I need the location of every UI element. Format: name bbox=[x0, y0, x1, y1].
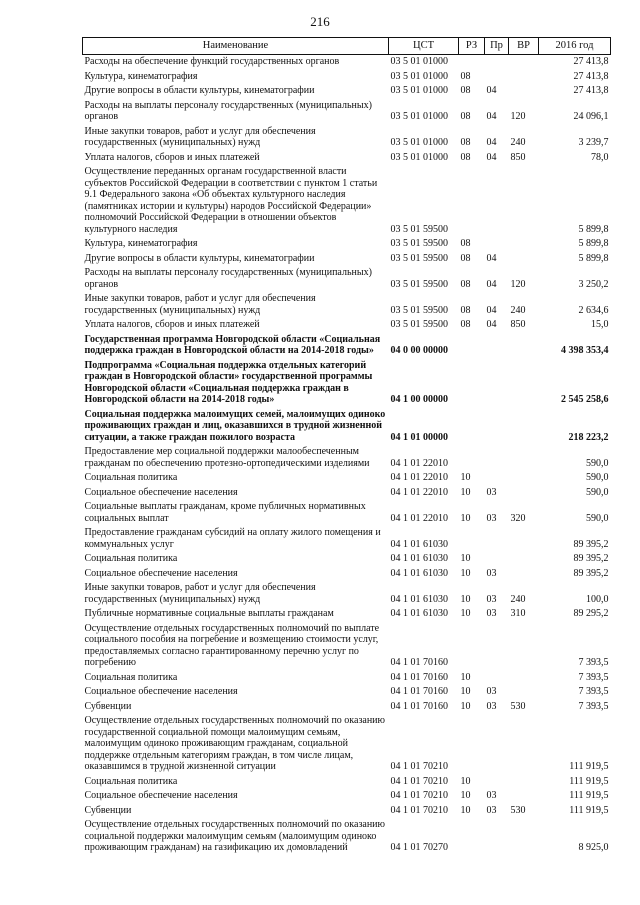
table-row bbox=[83, 622, 611, 671]
cell-sum: 27 413,8 bbox=[573, 70, 609, 82]
cell-rz bbox=[459, 55, 485, 70]
cell-cst: 04 1 01 70210 bbox=[390, 761, 448, 772]
cell-rz: 10 bbox=[460, 804, 471, 816]
table-row bbox=[83, 818, 611, 856]
cell-name: Публичные нормативные социальные выплаты гражданам bbox=[84, 608, 334, 619]
table-row bbox=[83, 84, 611, 99]
cell-rz: 10 bbox=[460, 593, 471, 605]
cell-sum: 27 413,8 bbox=[573, 85, 609, 96]
cell-cst: 04 1 00 00000 bbox=[390, 394, 448, 405]
table-row bbox=[83, 359, 611, 408]
table-row bbox=[83, 237, 611, 252]
table-row bbox=[83, 789, 611, 804]
cell-cst: 03 5 01 59500 bbox=[390, 319, 448, 330]
table-header-row bbox=[83, 38, 611, 55]
cell-vr bbox=[509, 486, 539, 501]
cell-pr: 04 bbox=[486, 111, 497, 122]
cell-name: Государственная программа Новгородской области «Социальная поддержка граждан в Новгородской области на 2014-2018 годы» bbox=[84, 333, 381, 356]
cell-pr: 04 bbox=[486, 252, 497, 264]
cell-pr bbox=[485, 526, 509, 552]
cell-pr: 03 bbox=[486, 790, 497, 801]
cell-rz: 08 bbox=[460, 319, 471, 330]
table-row bbox=[83, 70, 611, 85]
cell-name: Другие вопросы в области культуры, кинематографии bbox=[84, 85, 315, 96]
cell-vr bbox=[509, 671, 539, 686]
table-row bbox=[83, 700, 611, 715]
cell-name: Субвенции bbox=[84, 700, 132, 712]
cell-pr: 03 bbox=[486, 512, 497, 524]
header-cst: ЦСТ bbox=[389, 38, 459, 55]
cell-cst: 04 1 01 22010 bbox=[390, 486, 448, 498]
table-row bbox=[83, 408, 611, 446]
cell-rz bbox=[459, 714, 485, 775]
table-row bbox=[83, 775, 611, 790]
cell-cst: 03 5 01 59500 bbox=[390, 252, 448, 264]
cell-pr: 03 bbox=[486, 567, 497, 579]
cell-rz: 08 bbox=[460, 137, 471, 148]
cell-rz: 10 bbox=[460, 553, 471, 564]
cell-pr bbox=[485, 408, 509, 446]
cell-sum: 3 250,2 bbox=[578, 278, 609, 290]
cell-vr bbox=[509, 622, 539, 671]
cell-pr bbox=[485, 775, 509, 790]
cell-vr bbox=[509, 55, 539, 70]
table-row bbox=[83, 292, 611, 318]
cell-cst: 03 5 01 59500 bbox=[390, 304, 448, 316]
cell-name: Социальная политика bbox=[84, 671, 178, 683]
cell-vr: 530 bbox=[510, 700, 526, 712]
cell-sum: 2 634,6 bbox=[578, 304, 609, 316]
cell-vr: 120 bbox=[510, 278, 526, 290]
cell-pr bbox=[485, 333, 509, 359]
cell-rz: 08 bbox=[460, 304, 471, 316]
cell-rz: 10 bbox=[460, 486, 471, 498]
cell-cst: 04 1 01 70160 bbox=[390, 686, 448, 697]
cell-pr bbox=[485, 671, 509, 686]
cell-cst: 04 1 01 70160 bbox=[390, 671, 448, 683]
cell-pr: 03 bbox=[486, 608, 497, 619]
cell-rz: 10 bbox=[460, 472, 471, 483]
cell-pr bbox=[485, 359, 509, 408]
table-row bbox=[83, 526, 611, 552]
cell-pr: 04 bbox=[486, 278, 497, 290]
cell-sum: 5 899,8 bbox=[578, 238, 609, 249]
cell-name: Уплата налогов, сборов и иных платежей bbox=[84, 319, 260, 330]
table-row bbox=[83, 55, 611, 70]
cell-sum: 7 393,5 bbox=[578, 686, 609, 697]
cell-rz: 10 bbox=[460, 790, 471, 801]
cell-sum: 27 413,8 bbox=[573, 56, 609, 67]
cell-sum: 24 096,1 bbox=[573, 111, 609, 122]
table-row bbox=[83, 125, 611, 151]
cell-rz: 10 bbox=[460, 608, 471, 619]
table-row bbox=[83, 567, 611, 582]
cell-sum: 100,0 bbox=[586, 593, 609, 605]
cell-vr bbox=[509, 165, 539, 237]
cell-rz bbox=[459, 359, 485, 408]
cell-cst: 04 1 01 70270 bbox=[390, 842, 448, 853]
cell-name: Социальное обеспечение населения bbox=[84, 567, 238, 579]
table-row bbox=[83, 318, 611, 333]
cell-cst: 03 5 01 01000 bbox=[390, 111, 448, 122]
cell-name: Культура, кинематография bbox=[84, 70, 198, 82]
cell-name: Социальная политика bbox=[84, 775, 178, 787]
cell-sum: 218 223,2 bbox=[568, 431, 609, 443]
cell-sum: 111 919,5 bbox=[569, 804, 609, 816]
cell-pr bbox=[485, 165, 509, 237]
cell-rz: 10 bbox=[460, 700, 471, 712]
table-row bbox=[83, 500, 611, 526]
cell-cst: 04 1 01 70160 bbox=[390, 657, 448, 668]
cell-cst: 03 5 01 01000 bbox=[390, 151, 448, 163]
cell-sum: 111 919,5 bbox=[569, 775, 609, 787]
cell-vr bbox=[509, 237, 539, 252]
cell-cst: 04 1 01 22010 bbox=[390, 457, 448, 469]
cell-sum: 3 239,7 bbox=[578, 137, 609, 148]
cell-rz bbox=[459, 165, 485, 237]
cell-sum: 590,0 bbox=[586, 457, 609, 469]
cell-rz: 10 bbox=[460, 567, 471, 579]
cell-pr: 04 bbox=[486, 304, 497, 316]
cell-name: Иные закупки товаров, работ и услуг для обеспечения государственных (муниципальных) нужд bbox=[84, 293, 316, 316]
cell-vr: 240 bbox=[510, 137, 526, 148]
cell-name: Осуществление отдельных государственных полномочий по оказанию государственной социальной помощи малоимущим семьям, малоимущим одиноко проживающим гражданам, социальной поддержке отдельным категориям граждан, в том числе лицам, оказавшимся в трудной жизненной ситуации bbox=[84, 715, 386, 772]
cell-name: Расходы на обеспечение функций государственных органов bbox=[84, 56, 340, 67]
cell-sum: 7 393,5 bbox=[578, 700, 609, 712]
cell-name: Социальное обеспечение населения bbox=[84, 790, 238, 801]
cell-sum: 111 919,5 bbox=[569, 790, 609, 801]
table-row bbox=[83, 581, 611, 607]
cell-name: Социальное обеспечение населения bbox=[84, 486, 238, 498]
cell-vr: 320 bbox=[510, 512, 526, 524]
cell-cst: 04 1 01 00000 bbox=[390, 431, 448, 443]
cell-rz: 10 bbox=[460, 512, 471, 524]
cell-name: Осуществление отдельных государственных полномочий по выплате социального пособия на погребение и возмещению стоимости услуг, предоставляемых согласно гарантированному перечню услуг по погребению bbox=[84, 622, 380, 668]
page-number: 216 bbox=[310, 14, 330, 29]
cell-sum: 7 393,5 bbox=[578, 671, 609, 683]
cell-cst: 03 5 01 01000 bbox=[390, 56, 448, 67]
cell-sum: 590,0 bbox=[586, 486, 609, 498]
budget-table bbox=[82, 37, 611, 856]
cell-vr bbox=[509, 333, 539, 359]
cell-cst: 03 5 01 01000 bbox=[390, 70, 448, 82]
table-row bbox=[83, 333, 611, 359]
cell-vr bbox=[509, 685, 539, 700]
cell-pr bbox=[485, 622, 509, 671]
cell-cst: 04 1 01 70210 bbox=[390, 775, 448, 787]
cell-cst: 04 1 01 61030 bbox=[390, 567, 448, 579]
table-row bbox=[83, 165, 611, 237]
cell-vr: 850 bbox=[510, 319, 526, 330]
cell-name: Осуществление переданных органам государственной власти субъектов Российской Федерации в соответствии с пунктом 1 статьи 9.1 Федерального закона «Об объектах культурного наследия (памятниках истории и культуры) народов Российской Федерации» полномочий Российской Федерации в отношении объектов культурного наследия bbox=[84, 166, 378, 235]
cell-vr bbox=[509, 818, 539, 856]
cell-name: Социальная поддержка малоимущих семей, малоимущих одиноко проживающих граждан и лиц, оказавшихся в трудной жизненной ситуации, а также граждан пожилого возраста bbox=[84, 408, 386, 443]
cell-vr bbox=[509, 70, 539, 85]
cell-name: Расходы на выплаты персоналу государственных (муниципальных) органов bbox=[84, 267, 372, 290]
cell-rz: 08 bbox=[460, 238, 471, 249]
cell-sum: 5 899,8 bbox=[578, 252, 609, 264]
cell-vr: 240 bbox=[510, 304, 526, 316]
table-body bbox=[83, 55, 611, 856]
cell-name: Предоставление мер социальной поддержки малообеспеченным гражданам по обеспечению протезно-ортопедическими изделиями bbox=[84, 446, 370, 469]
cell-sum: 8 925,0 bbox=[578, 842, 609, 853]
cell-cst: 03 5 01 59500 bbox=[390, 278, 448, 290]
cell-sum: 89 395,2 bbox=[573, 553, 609, 564]
cell-pr: 03 bbox=[486, 804, 497, 816]
header-sum: 2016 год bbox=[539, 38, 611, 55]
cell-sum: 4 398 353,4 bbox=[561, 345, 609, 356]
table-row bbox=[83, 552, 611, 567]
cell-pr: 04 bbox=[486, 137, 497, 148]
cell-rz bbox=[459, 526, 485, 552]
cell-cst: 04 1 01 61030 bbox=[390, 538, 448, 550]
cell-rz bbox=[459, 445, 485, 471]
cell-sum: 89 395,2 bbox=[573, 567, 609, 579]
table-row bbox=[83, 99, 611, 125]
cell-rz: 10 bbox=[460, 671, 471, 683]
table-row bbox=[83, 486, 611, 501]
cell-vr: 240 bbox=[510, 593, 526, 605]
cell-sum: 111 919,5 bbox=[569, 761, 609, 772]
cell-vr: 850 bbox=[510, 151, 526, 163]
cell-pr: 03 bbox=[486, 686, 497, 697]
cell-sum: 15,0 bbox=[591, 319, 609, 330]
cell-pr: 03 bbox=[486, 593, 497, 605]
cell-vr bbox=[509, 408, 539, 446]
cell-cst: 04 1 01 61030 bbox=[390, 608, 448, 619]
cell-sum: 7 393,5 bbox=[578, 657, 609, 668]
cell-vr bbox=[509, 526, 539, 552]
cell-vr bbox=[509, 714, 539, 775]
cell-vr bbox=[509, 445, 539, 471]
cell-vr bbox=[509, 84, 539, 99]
cell-pr: 03 bbox=[486, 486, 497, 498]
cell-name: Социальная политика bbox=[84, 553, 178, 564]
cell-name: Социальная политика bbox=[84, 472, 178, 483]
header-name: Наименование bbox=[83, 38, 389, 55]
cell-pr bbox=[485, 70, 509, 85]
cell-cst: 04 1 01 22010 bbox=[390, 472, 448, 483]
cell-rz: 10 bbox=[460, 686, 471, 697]
table-row bbox=[83, 804, 611, 819]
cell-cst: 03 5 01 59500 bbox=[390, 238, 448, 249]
cell-name: Иные закупки товаров, работ и услуг для обеспечения государственных (муниципальных) нужд bbox=[84, 582, 316, 605]
cell-vr: 530 bbox=[510, 804, 526, 816]
cell-cst: 04 0 00 00000 bbox=[390, 345, 448, 356]
cell-rz: 08 bbox=[460, 85, 471, 96]
cell-rz bbox=[459, 333, 485, 359]
cell-vr bbox=[509, 552, 539, 567]
cell-vr bbox=[509, 471, 539, 486]
table-row bbox=[83, 266, 611, 292]
cell-cst: 04 1 01 70160 bbox=[390, 700, 448, 712]
cell-sum: 89 395,2 bbox=[573, 538, 609, 550]
table-row bbox=[83, 252, 611, 267]
cell-cst: 04 1 01 70210 bbox=[390, 790, 448, 801]
cell-sum: 78,0 bbox=[591, 151, 609, 163]
cell-name: Социальные выплаты гражданам, кроме публичных нормативных социальных выплат bbox=[84, 501, 366, 524]
cell-rz bbox=[459, 408, 485, 446]
table-row bbox=[83, 671, 611, 686]
table-row bbox=[83, 607, 611, 622]
cell-sum: 2 545 258,6 bbox=[561, 394, 609, 405]
table-row bbox=[83, 685, 611, 700]
cell-vr: 120 bbox=[510, 111, 526, 122]
cell-cst: 03 5 01 01000 bbox=[390, 85, 448, 96]
cell-cst: 04 1 01 22010 bbox=[390, 512, 448, 524]
cell-sum: 590,0 bbox=[586, 512, 609, 524]
cell-sum: 590,0 bbox=[586, 472, 609, 483]
cell-rz: 08 bbox=[460, 111, 471, 122]
header-pr: Пр bbox=[485, 38, 509, 55]
cell-pr bbox=[485, 445, 509, 471]
header-rz: РЗ bbox=[459, 38, 485, 55]
cell-rz: 08 bbox=[460, 151, 471, 163]
cell-rz: 08 bbox=[460, 278, 471, 290]
cell-rz: 10 bbox=[460, 775, 471, 787]
cell-pr: 04 bbox=[486, 319, 497, 330]
table-row bbox=[83, 445, 611, 471]
cell-pr bbox=[485, 471, 509, 486]
cell-vr: 310 bbox=[510, 608, 526, 619]
cell-name: Осуществление отдельных государственных полномочий по оказанию социальной поддержки малоимущим семьям (малоимущим одиноко проживающим гражданам) на газификацию их домовладений bbox=[84, 819, 386, 853]
cell-name: Другие вопросы в области культуры, кинематографии bbox=[84, 252, 315, 264]
cell-name: Социальное обеспечение населения bbox=[84, 686, 238, 697]
cell-pr bbox=[485, 714, 509, 775]
cell-pr: 03 bbox=[486, 700, 497, 712]
cell-cst: 04 1 01 61030 bbox=[390, 593, 448, 605]
cell-cst: 03 5 01 01000 bbox=[390, 137, 448, 148]
cell-vr bbox=[509, 789, 539, 804]
cell-rz: 08 bbox=[460, 252, 471, 264]
cell-cst: 03 5 01 59500 bbox=[390, 223, 448, 235]
cell-cst: 04 1 01 70210 bbox=[390, 804, 448, 816]
cell-pr bbox=[485, 552, 509, 567]
cell-rz: 08 bbox=[460, 70, 471, 82]
cell-name: Культура, кинематография bbox=[84, 238, 198, 249]
cell-pr bbox=[485, 55, 509, 70]
cell-rz bbox=[459, 622, 485, 671]
header-vr: ВР bbox=[509, 38, 539, 55]
cell-pr bbox=[485, 818, 509, 856]
table-row bbox=[83, 151, 611, 166]
table-row bbox=[83, 714, 611, 775]
table-row bbox=[83, 471, 611, 486]
cell-vr bbox=[509, 252, 539, 267]
cell-sum: 5 899,8 bbox=[578, 223, 609, 235]
cell-sum: 89 295,2 bbox=[573, 608, 609, 619]
cell-name: Предоставление гражданам субсидий на оплату жилого помещения и коммунальных услуг bbox=[84, 527, 381, 550]
cell-pr: 04 bbox=[486, 85, 497, 96]
cell-name: Подпрограмма «Социальная поддержка отдельных категорий граждан в Новгородской области» государственной программы Новгородской области «Социальная поддержка граждан в Новгородской области на 2014-2018 годы» bbox=[84, 359, 373, 405]
cell-pr bbox=[485, 237, 509, 252]
cell-rz bbox=[459, 818, 485, 856]
cell-vr bbox=[509, 775, 539, 790]
cell-name: Субвенции bbox=[84, 804, 132, 816]
cell-vr bbox=[509, 567, 539, 582]
cell-name: Уплата налогов, сборов и иных платежей bbox=[84, 151, 260, 163]
cell-vr bbox=[509, 359, 539, 408]
cell-name: Иные закупки товаров, работ и услуг для обеспечения государственных (муниципальных) нужд bbox=[84, 125, 316, 148]
cell-name: Расходы на выплаты персоналу государственных (муниципальных) органов bbox=[84, 99, 372, 122]
cell-cst: 04 1 01 61030 bbox=[390, 553, 448, 564]
cell-pr: 04 bbox=[486, 151, 497, 163]
